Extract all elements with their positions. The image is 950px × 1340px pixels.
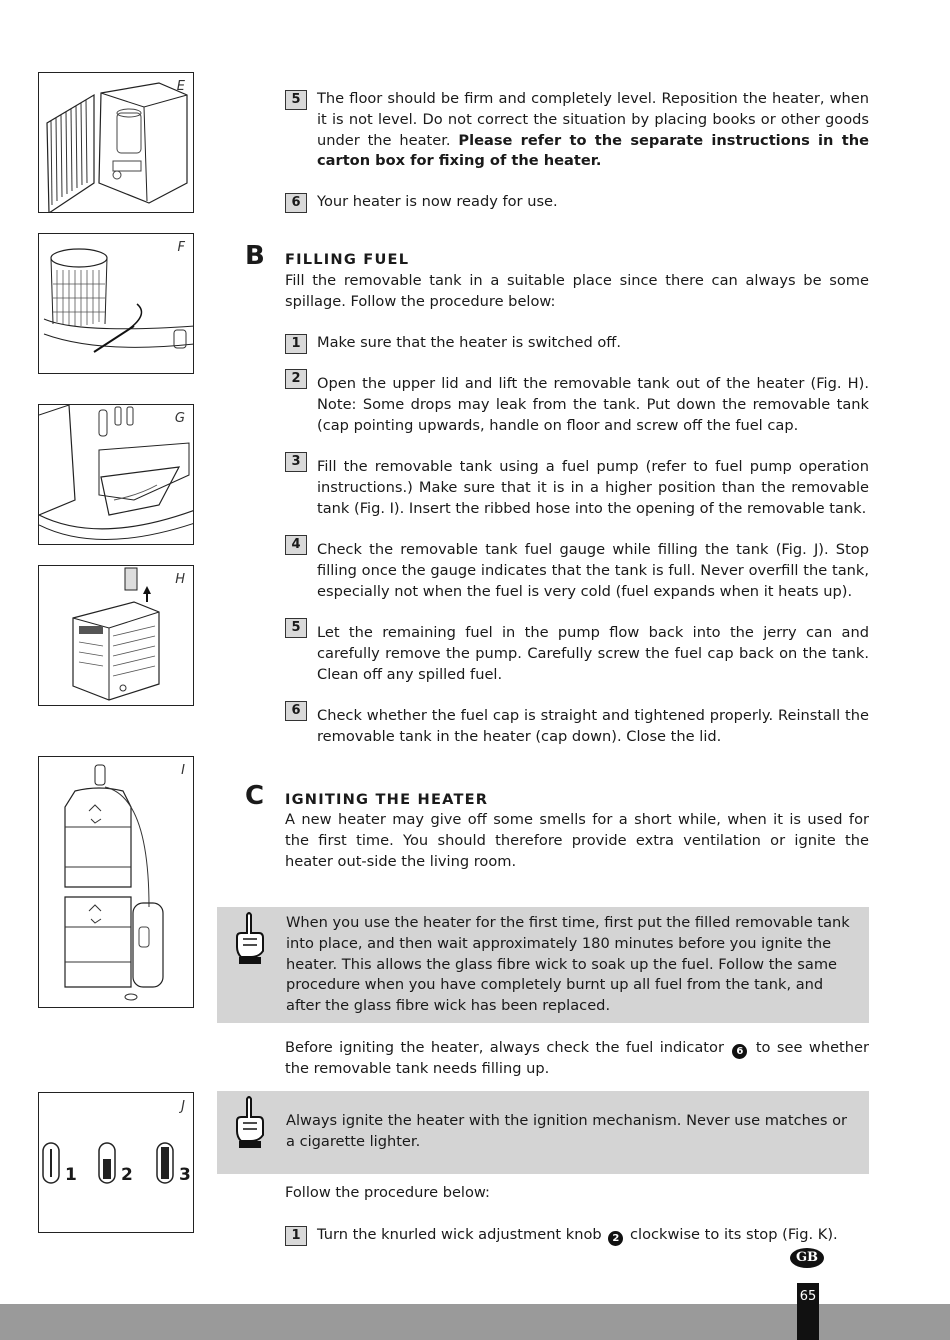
step-number: 4 (285, 535, 307, 555)
figure-label: F (177, 240, 185, 255)
note-text: Always ignite the heater with the ignition mechanism. Never use matches or a cigarette lighter. (286, 1112, 847, 1150)
fuel-indicator-check (285, 1038, 869, 1080)
figure-f (38, 233, 194, 374)
step-text-after: clockwise to its stop (Fig. K). (629, 1226, 838, 1243)
ignite-step-1 (317, 1225, 869, 1246)
step-number: 2 (285, 369, 307, 389)
section-letter: C (245, 781, 265, 811)
knob-callout: 2 (608, 1231, 623, 1246)
pointing-hand-icon (229, 911, 269, 967)
gauge-level-label: 3 (179, 1165, 191, 1185)
install-step-5 (317, 89, 869, 172)
figure-e (38, 72, 194, 213)
fill-step-3: Fill the removable tank using a fuel pump (refer to fuel pump operation instructions.) Make sure that it is in a higher position than the removable tank (Fig. I). Insert the ribbed hose into the opening of the removable tank. (317, 458, 869, 517)
figure-j (38, 1092, 194, 1233)
follow-procedure: Follow the procedure below: (285, 1184, 490, 1201)
fuel-gauge-levels-illustration (39, 1093, 194, 1233)
heater-front-grille-illustration (39, 73, 194, 213)
fuel-indicator-callout: 6 (732, 1044, 747, 1059)
wick-holder-illustration (39, 234, 194, 374)
section-title: FILLING FUEL (285, 251, 410, 268)
check-text-after: to see whether the removable tank needs filling up. (285, 1039, 870, 1077)
figure-label: H (175, 572, 185, 587)
gauge-level-label: 1 (65, 1165, 77, 1185)
step-number: 5 (285, 90, 307, 110)
figure-i (38, 756, 194, 1008)
gauge-level-label: 2 (121, 1165, 133, 1185)
language-badge: GB (790, 1248, 824, 1268)
step-number: 5 (285, 618, 307, 638)
section-letter: B (245, 241, 265, 271)
step-number: 3 (285, 452, 307, 472)
tank-removal-illustration (39, 566, 194, 706)
figure-label: J (181, 1099, 185, 1114)
section-intro: Fill the removable tank in a suitable place since there can always be some spillage. Follow the procedure below: (285, 272, 869, 310)
fill-step-4: Check the removable tank fuel gauge while filling the tank (Fig. J). Stop filling once the gauge indicates that the tank is full. Never overfill the tank, especially not when the fuel is very cold (fuel expands when it heats up). (317, 541, 869, 600)
note-text: When you use the heater for the first time, first put the filled removable tank into place, and then wait approximately 180 minutes before you ignite the heater. This allows the glass fibre wick to soak up the fuel. Follow the same procedure when you have completely burnt up all fuel from the tank, and after the glass fibre wick has been replaced. (286, 914, 850, 1015)
section-title: IGNITING THE HEATER (285, 791, 489, 808)
fill-step-5: Let the remaining fuel in the pump flow back into the jerry can and carefully remove the pump. Carefully screw the fuel cap back on the tank. Clean off any spilled fuel. (317, 624, 869, 683)
figure-label: E (176, 79, 185, 94)
note-box-first-use (217, 907, 869, 1023)
step-bold-text: Please refer to the separate instructions in the carton box for fixing of the heater. (317, 131, 869, 170)
fill-step-2: Open the upper lid and lift the removable tank out of the heater (Fig. H). Note: Some drops may leak from the tank. Put down the removable tank (cap pointing upwards, handle on floor and screw off the fuel cap. (317, 375, 869, 434)
pointing-hand-icon (229, 1095, 269, 1151)
fill-step-6: Check whether the fuel cap is straight and tightened properly. Reinstall the removable tank in the heater (cap down). Close the lid. (317, 707, 869, 745)
step-text-before: Turn the knurled wick adjustment knob (317, 1226, 602, 1243)
note-box-ignition (217, 1091, 869, 1174)
step-number: 6 (285, 701, 307, 721)
figure-label: G (174, 411, 185, 426)
fuel-pump-jerrycans-illustration (39, 757, 194, 1008)
figure-g (38, 404, 194, 545)
fill-step-1: Make sure that the heater is switched off. (317, 334, 621, 351)
section-intro: A new heater may give off some smells for a short while, when it is used for the first time. You should therefore provide extra ventilation or ignite the heater out-side the living room. (285, 811, 869, 870)
page-number: 65 (797, 1283, 819, 1340)
figure-label: I (181, 763, 185, 778)
step-number: 1 (285, 1226, 307, 1246)
step-number: 6 (285, 193, 307, 213)
heater-base-drawer-illustration (39, 405, 194, 545)
install-step-6: Your heater is now ready for use. (317, 193, 558, 210)
figure-h (38, 565, 194, 706)
step-number: 1 (285, 334, 307, 354)
check-text-before: Before igniting the heater, always check the fuel indicator (285, 1039, 724, 1056)
step-text: The floor should be firm and completely level. Reposition the heater, when it is not level. Do not correct the situation by placing books or other goods under the heater. (317, 90, 869, 149)
